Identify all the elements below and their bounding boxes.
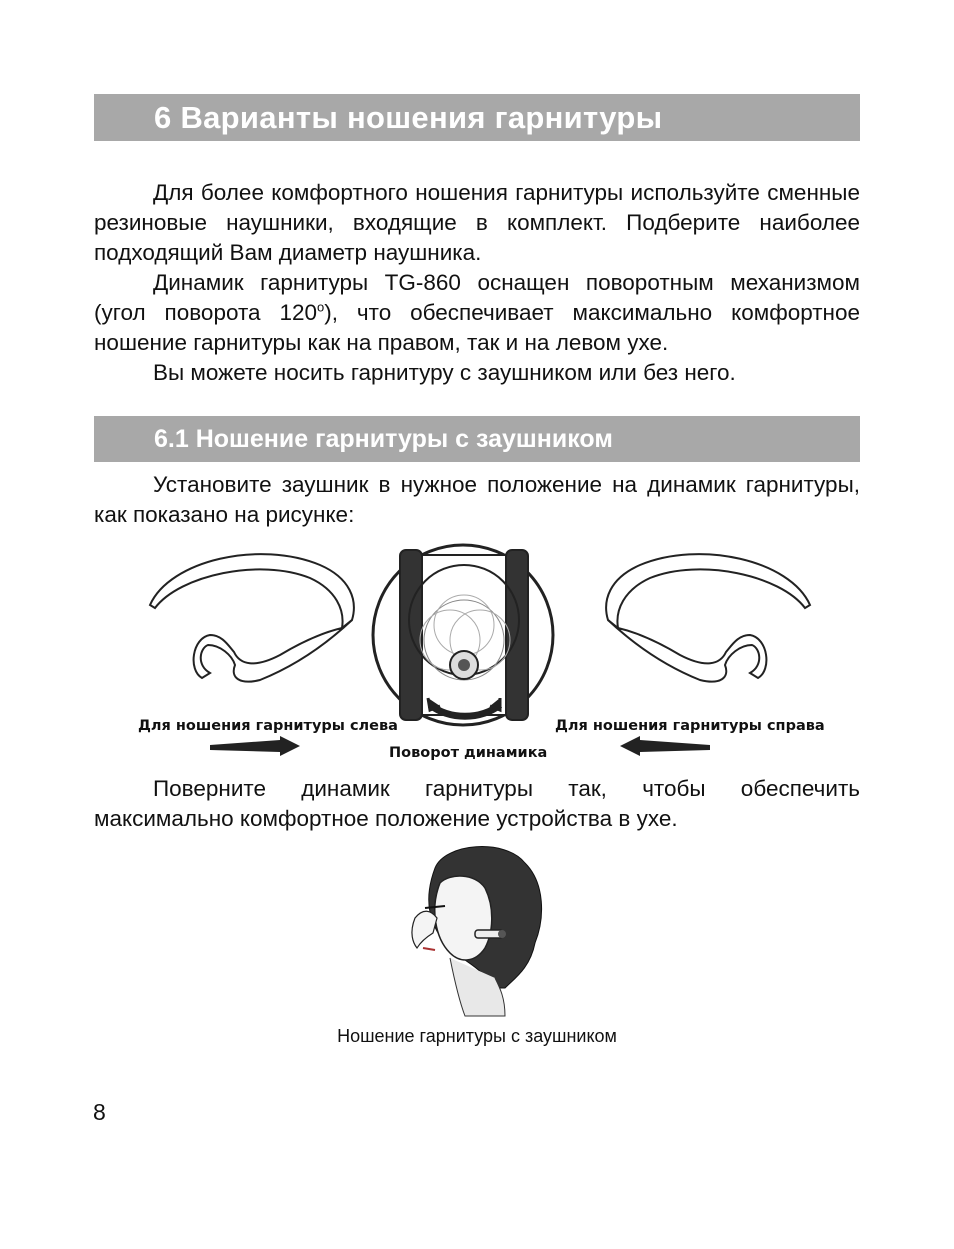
paragraph-wear-options: Вы можете носить гарнитуру с заушником или без него. bbox=[153, 360, 736, 385]
section-header-6 bbox=[94, 94, 860, 141]
rotation-text-start: Динамик гарнитуры TG-860 оснащен поворотным механизмом (угол поворота 120 bbox=[94, 270, 860, 325]
subsection-title: 6.1 Ношение гарнитуры с заушником bbox=[154, 425, 613, 453]
left-ear-hook-illustration bbox=[150, 554, 354, 682]
arrow-right-icon bbox=[210, 736, 300, 756]
arrow-left-icon bbox=[620, 736, 710, 756]
right-ear-hook-illustration bbox=[606, 554, 810, 682]
speaker-rotation-illustration bbox=[373, 545, 553, 725]
label-right-wear: Для ношения гарнитуры справа bbox=[555, 718, 825, 734]
rotation-text-end: ), что обеспечивает максимально комфортное ношение гарнитуры как на правом, так и на левом ухе. bbox=[94, 300, 860, 355]
ear-hook-diagram bbox=[130, 540, 830, 770]
paragraph-rotation bbox=[94, 268, 860, 358]
degree-mark: o bbox=[317, 299, 325, 315]
paragraph-rotate-speaker: Поверните динамик гарнитуры так, чтобы обеспечить максимально комфортное положение устройства в ухе. bbox=[94, 776, 860, 831]
paragraph-install-hook: Установите заушник в нужное положение на динамик гарнитуры, как показано на рисунке: bbox=[94, 472, 860, 527]
woman-wearing-headset-illustration bbox=[395, 838, 555, 1018]
paragraph-eartips: Для более комфортного ношения гарнитуры используйте сменные резиновые наушники, входящие в комплект. Подберите наиболее подходящий Вам диаметр наушника. bbox=[94, 180, 860, 265]
label-speaker-rotation: Поворот динамика bbox=[389, 745, 548, 761]
section-title: 6 Варианты ношения гарнитуры bbox=[154, 100, 663, 135]
page-number: 8 bbox=[93, 1099, 106, 1125]
label-left-wear: Для ношения гарнитуры слева bbox=[138, 718, 398, 734]
figure-caption: Ношение гарнитуры с заушником bbox=[337, 1026, 617, 1046]
section-header-6-1 bbox=[94, 416, 860, 462]
